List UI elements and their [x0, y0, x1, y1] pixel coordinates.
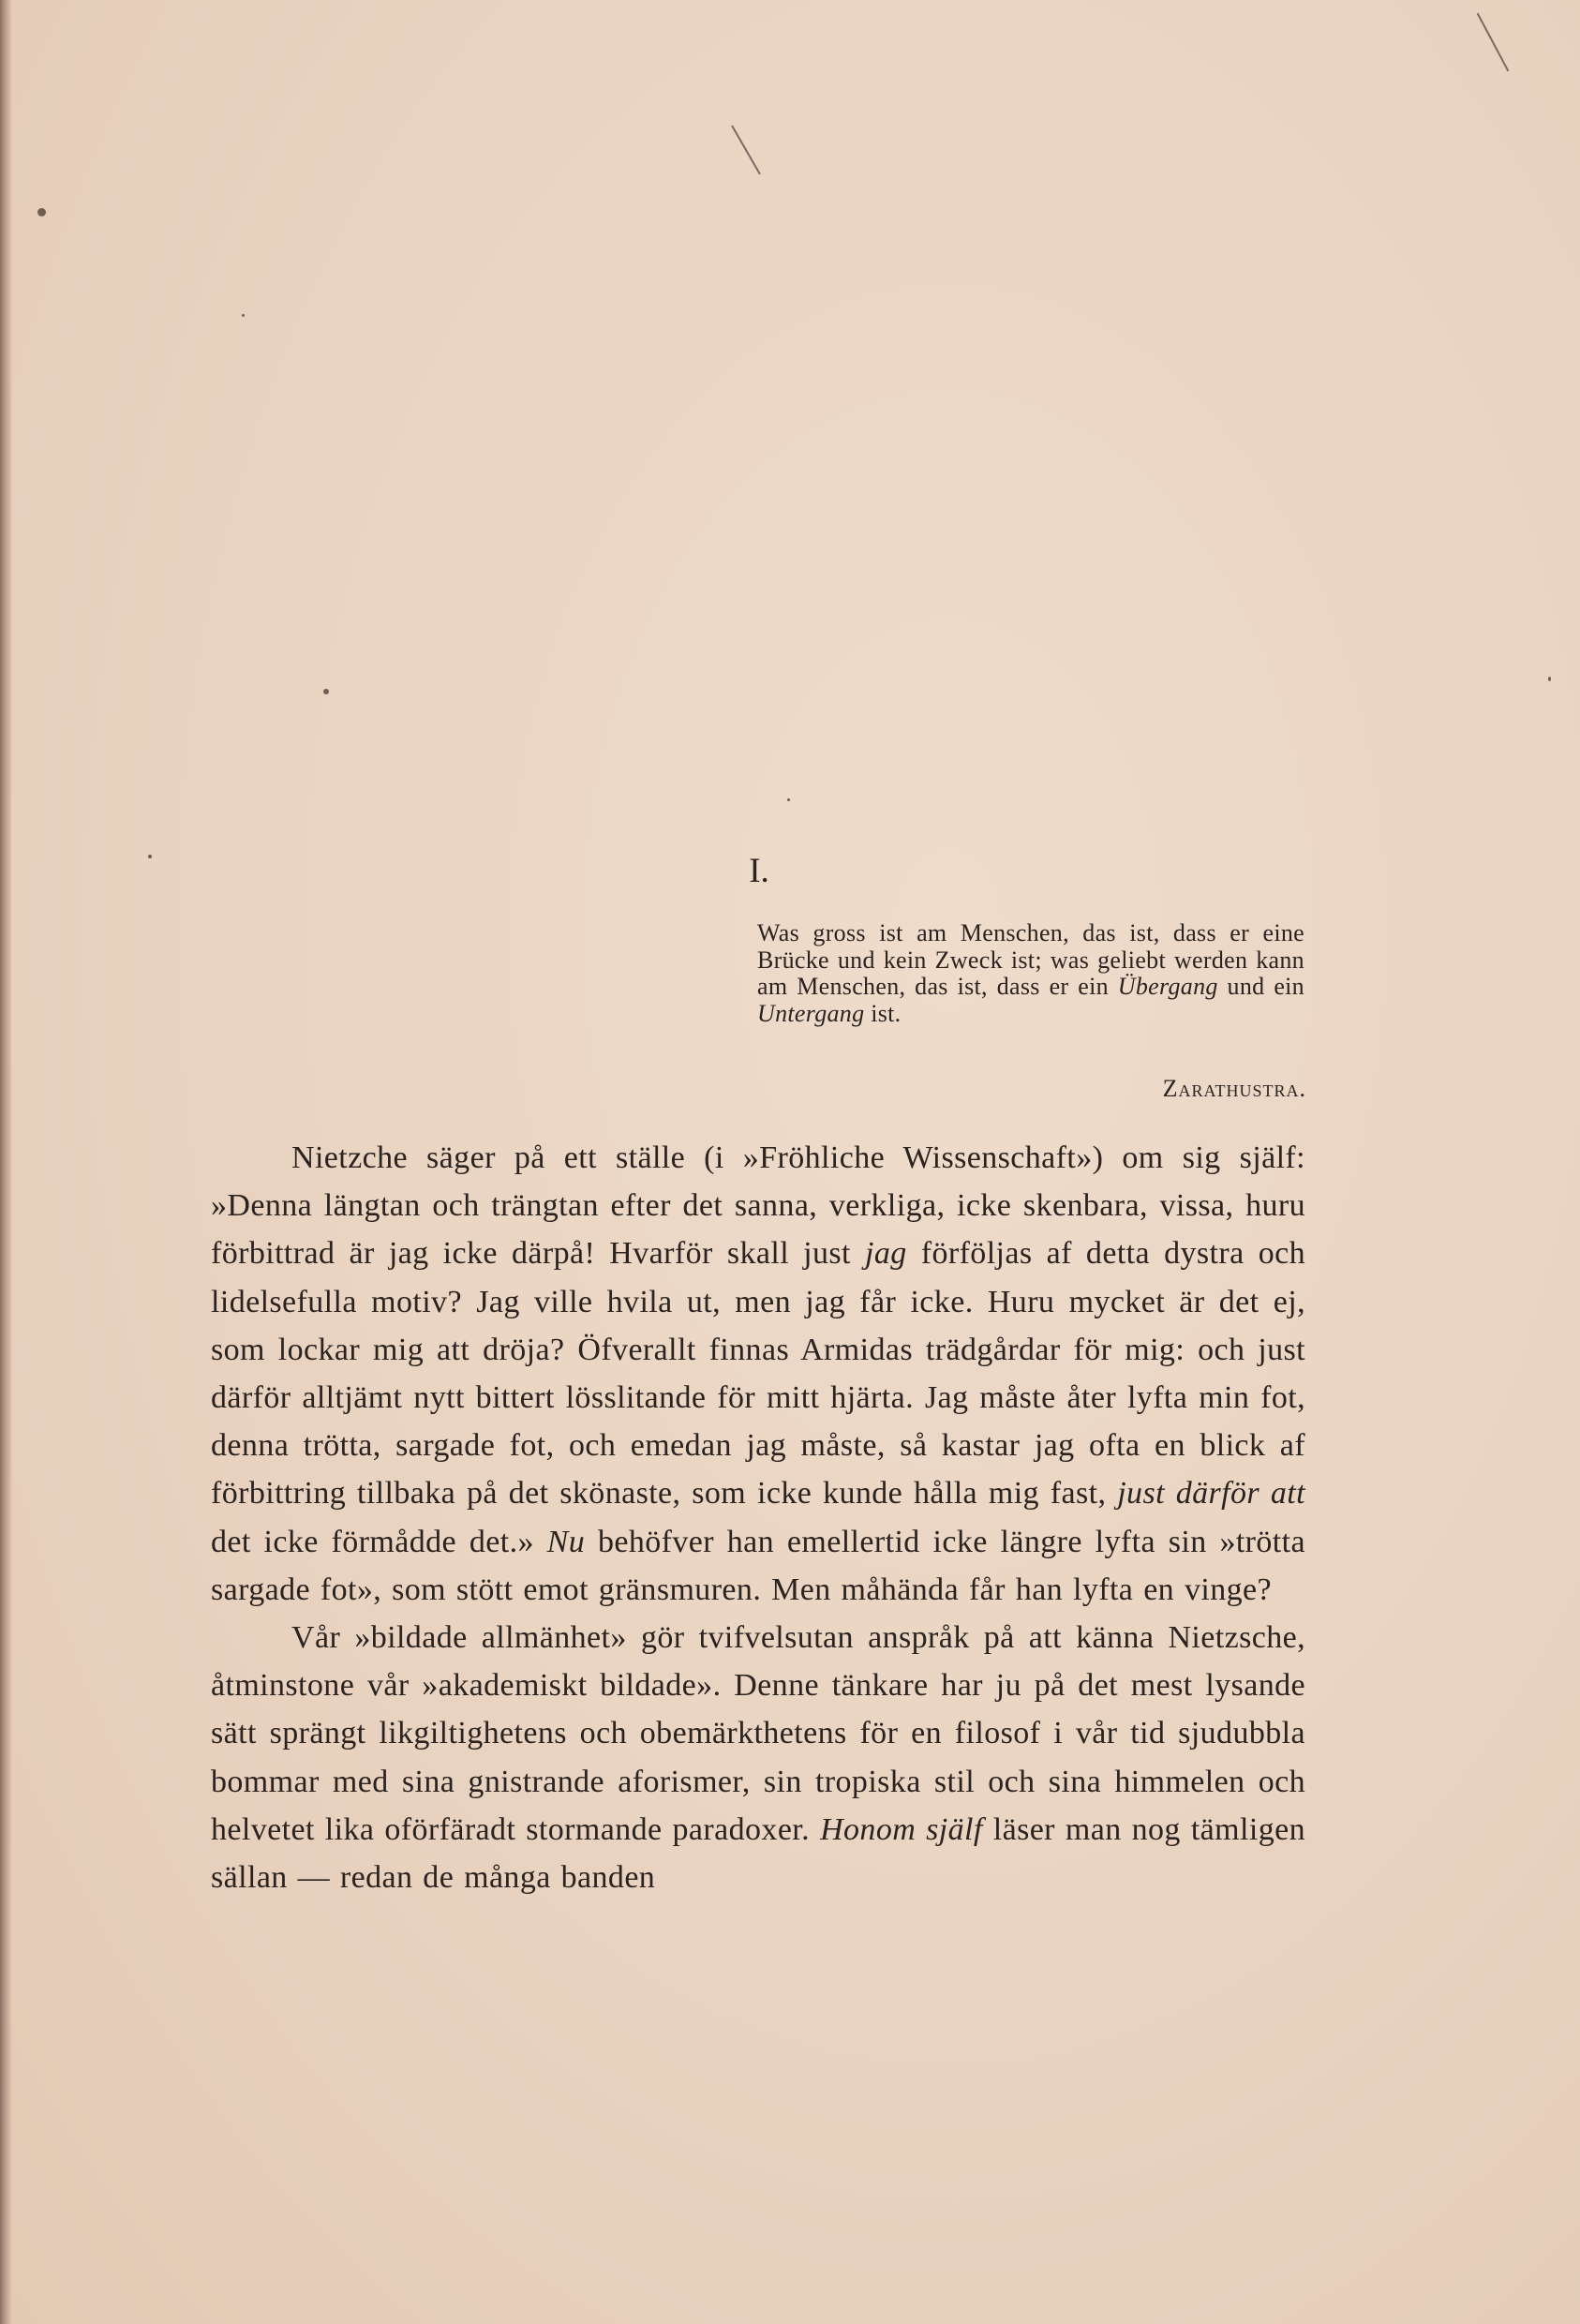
epigraph	[757, 920, 1304, 1027]
epigraph-attribution: Zarathustra.	[1162, 1075, 1306, 1102]
epigraph-text	[757, 920, 1304, 1027]
paragraph-segment: Nu	[546, 1524, 586, 1559]
paragraph	[211, 1134, 1305, 1614]
paragraph-segment: just därför att	[1117, 1476, 1305, 1512]
paragraph-segment: Vår »bildade allmänhet» gör tvifvelsutan anspråk på att känna Nietzsche, åtminstone vår »akademiskt bildade». Denne tänkare har ju på det mest lysande sätt sprängt likgiltighetens och obemärkthetens för en filosof i vår tid sjudubbla bommar med sina gnistrande aforismer, sin tropiska stil och sina himmelen och helvetet lika oförfäradt stormande paradoxer.	[211, 1620, 1305, 1847]
page-spine-edge	[0, 0, 11, 2324]
page-speck	[242, 314, 245, 317]
paragraph-segment: behöfver han emellertid icke längre lyfta sin »trötta sargade fot», som stött emot gränsmuren. Men måhända får han lyfta en vinge?	[211, 1524, 1305, 1607]
epigraph-segment: Was gross ist am Menschen, das ist, dass er eine Brücke und kein Zweck ist; was geliebt werden kann am Menschen, das ist, dass er ein	[757, 919, 1304, 1000]
epigraph-segment: Untergang	[757, 999, 865, 1027]
epigraph-segment: ist.	[864, 999, 902, 1027]
paragraph-segment: Honom själf	[820, 1811, 983, 1847]
page-speck	[148, 855, 152, 858]
paragraph-segment: Nietzche säger på ett ställe (i »Fröhliche Wissenschaft») om sig själf: »Denna längtan och trängtan efter det sanna, verkliga, icke skenbara, vissa, huru förbittrad är jag icke därpå! Hvarför skall just	[211, 1140, 1305, 1272]
page-speck	[787, 798, 790, 801]
page-speck	[37, 208, 46, 216]
paragraph	[211, 1614, 1305, 1901]
body-text	[211, 1134, 1305, 1901]
page-speck	[1548, 677, 1551, 681]
paragraph-segment: läser man nog tämligen sällan — redan de många banden	[211, 1811, 1305, 1896]
chapter-number: I.	[749, 852, 769, 890]
page-scratch-mark	[1477, 13, 1510, 72]
paragraph-segment: jag	[864, 1236, 907, 1272]
page-speck	[323, 689, 329, 694]
epigraph-segment: und ein	[1217, 973, 1304, 1000]
paragraph-segment: det icke förmådde det.»	[211, 1524, 547, 1559]
epigraph-segment: Übergang	[1117, 973, 1218, 1000]
paragraph-segment: förföljas af detta dystra och lidelsefulla motiv? Jag ville hvila ut, men jag får icke. Huru mycket är det ej, som lockar mig att dröja? Öfverallt finnas Armidas trädgårdar för mig: och just därför alltjämt nytt bittert lösslitande för mitt hjärta. Jag måste åter lyfta min fot, denna trötta, sargade fot, och emedan jag måste, så kastar jag ofta en blick af förbittring tillbaka på det skönaste, som icke kunde hålla mig fast,	[211, 1236, 1305, 1512]
page-scratch-mark	[731, 126, 761, 175]
